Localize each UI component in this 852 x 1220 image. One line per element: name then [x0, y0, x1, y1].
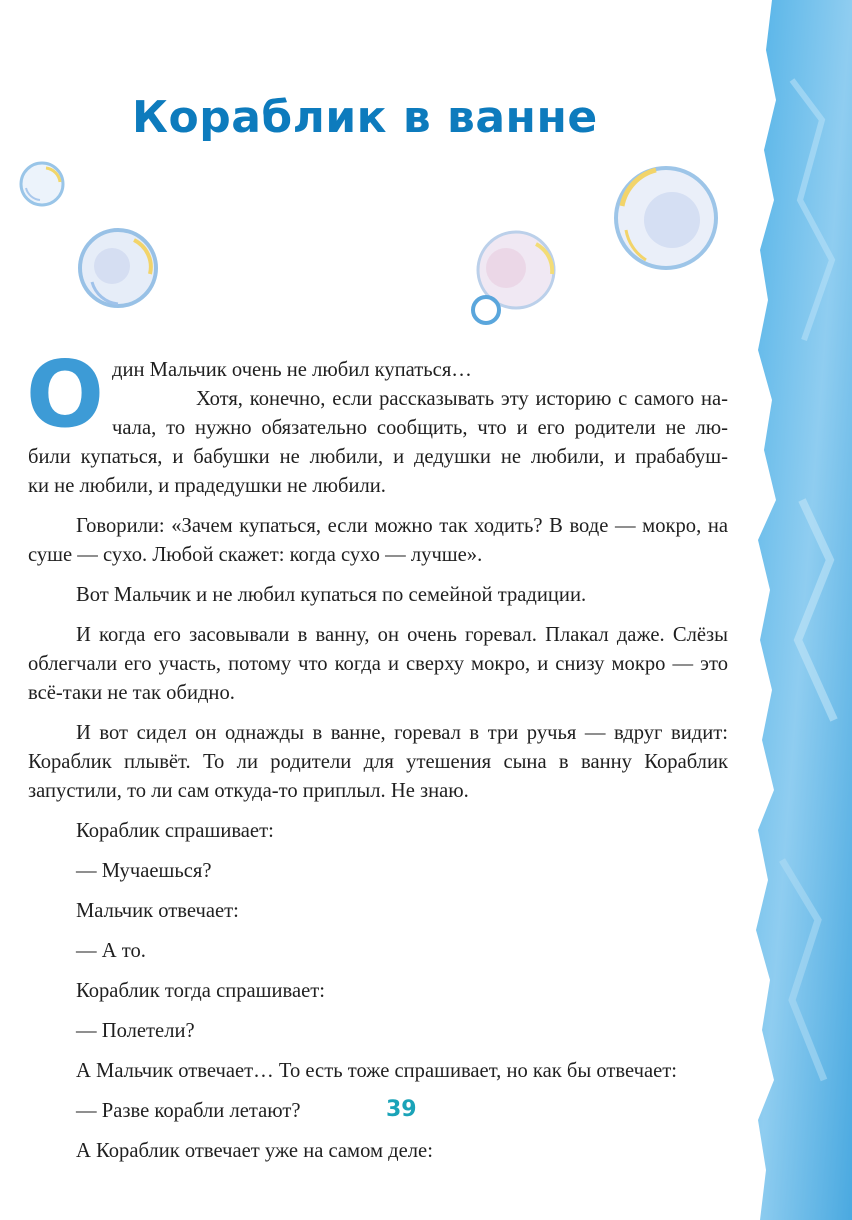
paragraph-1-line-4: ки не любили, и прадедушки не любили.: [28, 475, 386, 497]
paragraph: И когда его засовывали в ванну, он очень горевал. Плакал даже. Слёзы облегчали его участь, потому что когда и сверху мокро, и снизу мокро — это всё-таки не так обидно.: [28, 624, 728, 704]
paragraph: Мальчик отвечает:: [76, 900, 239, 922]
paragraph: Говорили: «Зачем купаться, если можно так ходить? В воде — мокро, на суше — сухо. Любой скажет: когда сухо — лучше».: [28, 515, 728, 566]
bubble-pink-icon: [466, 226, 562, 328]
paragraph: Кораблик спрашивает:: [76, 820, 274, 842]
paragraph-1-line-1: Хотя, конечно, если рассказывать эту историю с самого на-: [196, 388, 728, 410]
paragraph: А Кораблик отвечает уже на самом деле:: [76, 1140, 433, 1162]
bubble-large-right-icon: [606, 160, 724, 280]
paragraph: Кораблик тогда спрашивает:: [76, 980, 326, 1002]
page-title: Кораблик в ванне: [132, 92, 598, 143]
story-text: [28, 356, 728, 1177]
drop-cap: [26, 358, 104, 434]
paragraph: А Мальчик отвечает… То есть тоже спрашивает, но как бы отвечает:: [76, 1060, 677, 1082]
bubble-small-icon: [16, 158, 68, 210]
paragraph: Вот Мальчик и не любил купаться по семейной традиции.: [76, 584, 587, 606]
page-number: 39: [386, 1097, 417, 1122]
opening-line: дин Мальчик очень не любил купаться…: [112, 359, 472, 381]
paragraph-1-line-2: чала, то нужно обязательно сообщить, что и его родители не лю-: [112, 417, 728, 439]
dialogue-line: — Полетели?: [76, 1020, 195, 1042]
watercolor-strip: [752, 0, 852, 1220]
paragraph: И вот сидел он однажды в ванне, горевал в три ручья — вдруг видит: Кораблик плывёт. То ли родители для утешения сына в ванну Кораблик запустили, то ли сам откуда-то приплыл. Не знаю.: [28, 722, 728, 802]
drop-cap-letter: О: [26, 358, 104, 434]
dialogue-line: — Разве корабли летают?: [76, 1100, 301, 1122]
paragraph-1-line-3: били купаться, и бабушки не любили, и дедушки не любили, и прабабуш-: [28, 446, 728, 468]
bubble-medium-left-icon: [72, 222, 164, 314]
paragraph-opening: [28, 356, 728, 501]
dialogue-line: — А то.: [76, 940, 146, 962]
dialogue-line: — Мучаешься?: [76, 860, 212, 882]
